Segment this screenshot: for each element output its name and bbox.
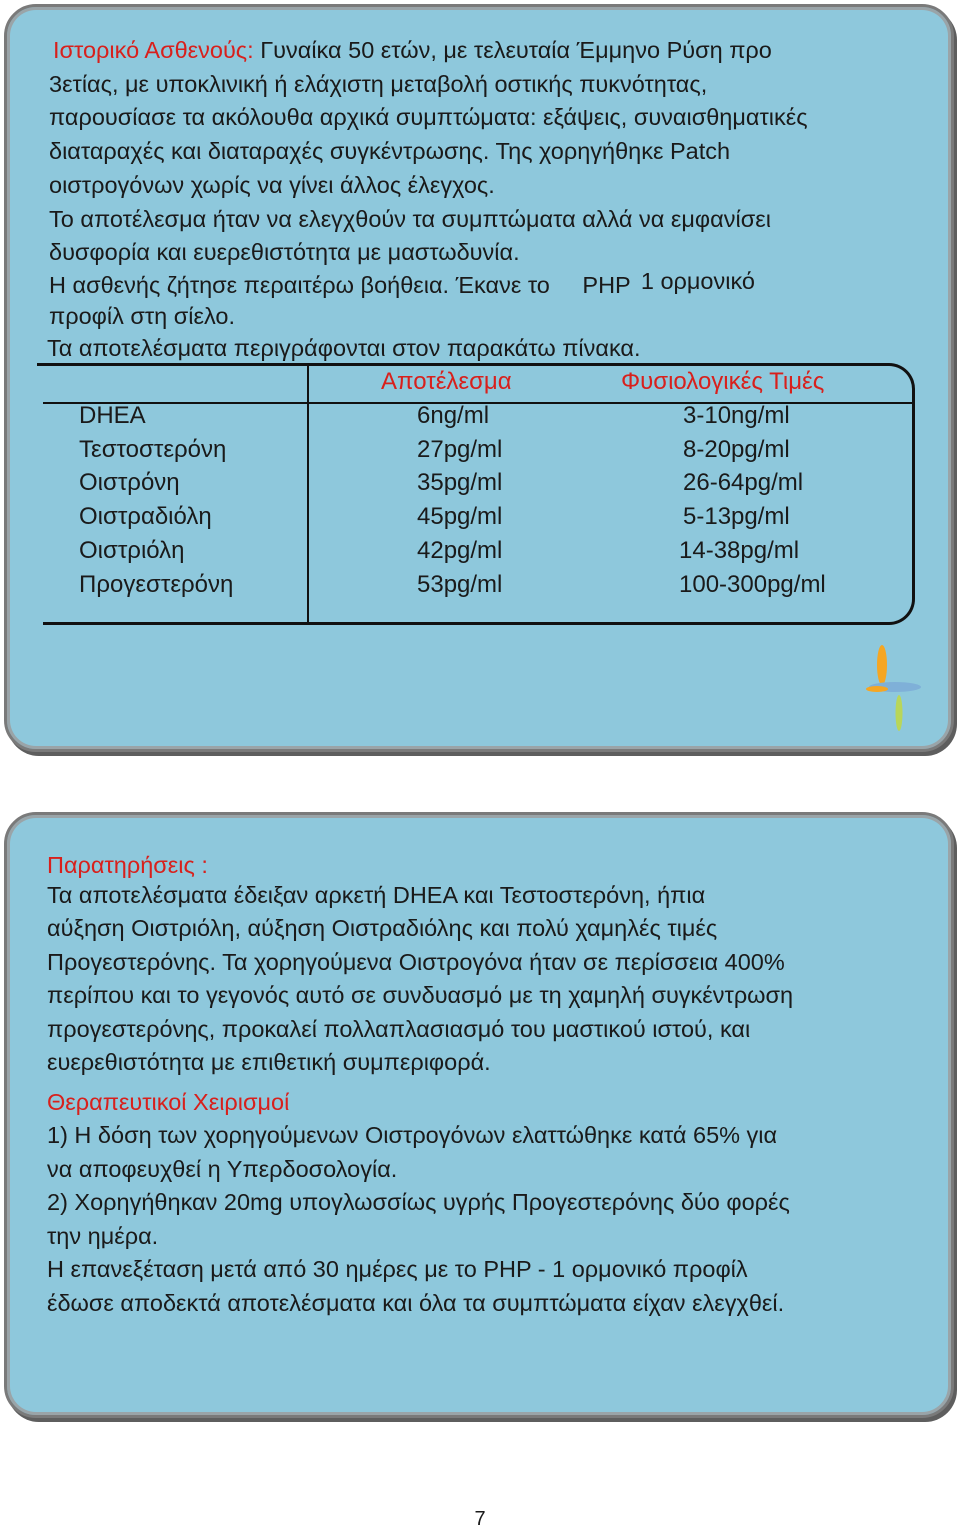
table-row-hormone: Οιστραδιόλη [79, 503, 212, 530]
table-row-hormone: Τεστοστερόνη [79, 436, 227, 463]
case-history-line-6: Το αποτέλεσμα ήταν να ελεγχθούν τα συμπτώματα αλλά να εμφανίσει [49, 206, 771, 232]
case-history-line-1 [53, 35, 772, 65]
php-request-text: Η ασθενής ζήτησε περαιτέρω βοήθεια. Έκανε το [49, 272, 550, 298]
header-result: Αποτέλεσμα [381, 368, 512, 395]
php-profile-text: 1 ορμονικό [640, 268, 755, 294]
observations-line: ευερεθιστότητα με επιθετική συμπεριφορά. [47, 1049, 491, 1075]
observations-line: Προγεστερόνης. Τα χορηγούμενα Οιστρογόνα ήταν σε περίσσεια 400% [47, 948, 785, 975]
observations-line: προγεστερόνης, προκαλεί πολλαπλασιασμό του μαστικού ιστού, και [47, 1015, 751, 1042]
observations-heading: Παρατηρήσεις : [47, 852, 208, 878]
case-history-heading: Ιστορικό Ασθενούς: [53, 37, 254, 63]
observations-section [47, 849, 931, 1320]
table-row-result: 35pg/ml [417, 469, 503, 496]
page-number: 7 [474, 1508, 486, 1530]
treatment-line: 2) Χορηγήθηκαν 20mg υπογλωσσίως υγρής Προγεστερόνης δύο φορές [47, 1189, 790, 1215]
table-row-result: 45pg/ml [417, 503, 503, 530]
table-row-range: 5-13pg/ml [683, 503, 790, 530]
table-row-range: 14-38pg/ml [679, 537, 800, 564]
case-history-line-8 [49, 270, 755, 300]
case-history-slide [4, 4, 954, 752]
table-row-range: 3-10ng/ml [683, 402, 790, 429]
case-history-line-3: παρουσίασε τα ακόλουθα αρχικά συμπτώματα: εξάψεις, συναισθηματικές [49, 104, 808, 130]
table-corner [37, 363, 67, 366]
table-row-result: 42pg/ml [417, 537, 503, 564]
case-history-line-7: δυσφορία και ευερεθιστότητα με μαστωδυνία. [49, 239, 520, 265]
table-row-result: 6ng/ml [417, 402, 490, 429]
observations-line: περίπου και το γεγονός αυτό σε συνδυασμό με τη χαμηλή συγκέντρωση [47, 982, 794, 1008]
case-history-line-4: διαταραχές και διαταραχές συγκέντρωσης. Της χορηγήθηκε Patch [49, 138, 731, 164]
treatment-heading: Θεραπευτικοί Χειρισμοί [47, 1088, 290, 1115]
treatment-line: Η επανεξέταση μετά από 30 ημέρες με το PHP - 1 ορμονικό προφίλ [47, 1256, 748, 1282]
table-row-hormone: DHEA [79, 402, 146, 429]
table-row-result: 27pg/ml [417, 436, 503, 463]
table-row-hormone: Οιστρόνη [79, 469, 180, 496]
case-history-text: Γυναίκα 50 ετών, με τελευταία Έμμηνο Ρύση προ [260, 37, 772, 63]
observations-line: αύξηση Οιστριόλη, αύξηση Οιστραδιόλης και πολύ χαμηλές τιμές [47, 915, 718, 941]
table-row-hormone: Προγεστερόνη [79, 571, 234, 598]
table-row-range: 8-20pg/ml [683, 436, 790, 463]
table-row-range: 26-64pg/ml [683, 469, 804, 496]
treatment-line: 1) Η δόση των χορηγούμενων Οιστρογόνων ελαττώθηκε κατά 65% για [47, 1122, 778, 1148]
php-label: PHP [582, 272, 631, 298]
header-normal-range: Φυσιολογικές Τιμές [621, 368, 825, 395]
table-row-result: 53pg/ml [417, 571, 503, 598]
case-history-line-5: οιστρογόνων χωρίς να γίνει άλλος έλεγχος. [49, 172, 495, 198]
case-history-line-10: Τα αποτελέσματα περιγράφονται στον παρακάτω πίνακα. [47, 335, 641, 361]
hormone-results-table [43, 363, 915, 625]
case-history-line-9: προφίλ στη σίελο. [49, 303, 235, 329]
observations-slide [4, 812, 954, 1418]
pinwheel-logo-icon [865, 643, 925, 735]
treatment-line: να αποφευχθεί η Υπερδοσολογία. [47, 1155, 398, 1182]
treatment-line: έδωσε αποδεκτά αποτελέσματα και όλα τα συμπτώματα είχαν ελεγχθεί. [47, 1289, 785, 1316]
case-history-line-2: 3ετίας, με υποκλινική ή ελάχιστη μεταβολή οστικής πυκνότητας, [49, 71, 708, 97]
treatment-line: την ημέρα. [47, 1222, 159, 1249]
table-divider [307, 366, 309, 625]
observations-line: Τα αποτελέσματα έδειξαν αρκετή DHEA και Τεστοστερόνη, ήπια [47, 881, 706, 908]
table-row-range: 100-300pg/ml [679, 571, 826, 598]
table-row-hormone: Οιστριόλη [79, 537, 185, 564]
